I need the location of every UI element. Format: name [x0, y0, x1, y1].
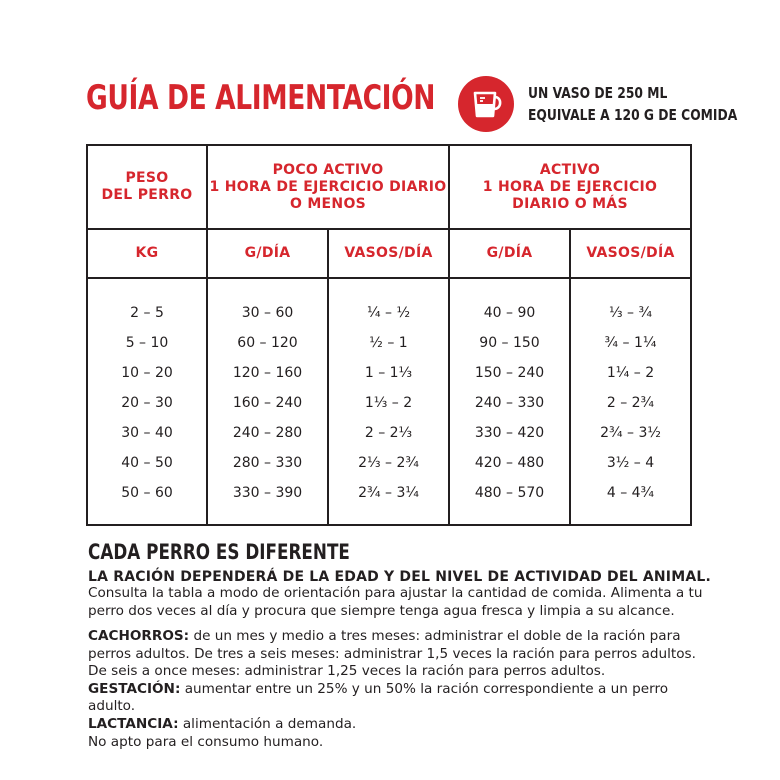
table-cell: 240 – 280: [232, 425, 303, 441]
lead-line: perro dos veces al día y procura que siempre tenga agua fresca y limpia a su alcance.: [88, 602, 675, 619]
page-title: GUÍA DE ALIMENTACIÓN: [86, 78, 436, 118]
table-cell: 60 – 120: [237, 335, 298, 351]
table-cell: 5 – 10: [125, 335, 169, 351]
table-cell: 280 – 330: [232, 455, 303, 471]
puppies-line: De seis a once meses: administrar 1,25 veces la ración para perros adultos.: [88, 663, 606, 680]
table-cell: 2⅓ – 2¾: [358, 455, 419, 471]
gestation-label: GESTACIÓN:: [88, 680, 181, 697]
table-cell: 2¾ – 3¼: [358, 485, 419, 501]
column-high-cups: [571, 298, 690, 508]
section-heading: CADA PERRO ES DIFERENTE: [88, 540, 350, 564]
lead-line: Consulta la tabla a modo de orientación para ajustar la cantidad de comida. Alimenta a tu: [88, 585, 703, 601]
table-cell: 1¼ – 2: [606, 365, 655, 381]
table-cell: 40 – 90: [483, 305, 536, 321]
column-high-grams: [450, 298, 569, 508]
table-cell: 30 – 60: [241, 305, 294, 321]
header-low-activity: POCO ACTIVO 1 HORA DE EJERCICIO DIARIO O MENOS: [209, 161, 447, 212]
table-cell: ½ – 1: [369, 335, 408, 351]
table-cell: 4 – 4¾: [606, 485, 655, 501]
table-cell: 480 – 570: [474, 485, 545, 501]
subheader-low-cups: VASOS/DÍA: [344, 245, 433, 261]
table-cell: 3½ – 4: [606, 455, 655, 471]
table-cell: 30 – 40: [121, 425, 173, 441]
table-cell: 120 – 160: [232, 365, 303, 381]
equivalence-line-1: UN VASO DE 250 ML: [528, 84, 668, 102]
subheader-low-grams: G/DÍA: [244, 245, 291, 261]
table-cell: 1⅓ – 2: [364, 395, 413, 411]
table-cell: 2 – 5: [130, 305, 164, 321]
puppies-note: [88, 628, 708, 646]
table-cell: 330 – 390: [232, 485, 303, 501]
table-cell: 160 – 240: [232, 395, 303, 411]
lactation-label: LACTANCIA:: [88, 715, 179, 732]
subheader-high-grams: G/DÍA: [486, 245, 533, 261]
gestation-text: aumentar entre un 25% y un 50% la ración correspondiente a un perro adulto.: [88, 680, 669, 715]
table-cell: 1 – 1⅓: [364, 365, 413, 381]
column-low-cups: [329, 298, 448, 508]
puppies-label: CACHORROS:: [88, 628, 190, 644]
subheader-kg: KG: [135, 245, 159, 261]
table-cell: ¾ – 1¼: [604, 335, 657, 351]
gestation-note: [88, 681, 708, 716]
table-cell: 40 – 50: [121, 455, 173, 471]
table-cell: 330 – 420: [474, 425, 545, 441]
table-cell: 2¾ – 3½: [600, 425, 661, 441]
measuring-cup-icon: [458, 76, 514, 132]
puppies-text: de un mes y medio a tres meses: administrar el doble de la ración para: [189, 628, 681, 644]
header-weight: PESO DEL PERRO: [101, 170, 193, 203]
lactation-text: alimentación a demanda.: [178, 715, 357, 732]
feeding-notes: [88, 628, 708, 751]
lead-paragraph: [88, 585, 708, 620]
lead-statement: LA RACIÓN DEPENDERÁ DE LA EDAD Y DEL NIVEL DE ACTIVIDAD DEL ANIMAL.: [88, 569, 712, 585]
table-cell: 2 – 2⅓: [364, 425, 413, 441]
lactation-note: [88, 716, 708, 734]
table-cell: 150 – 240: [474, 365, 545, 381]
cup-equivalence-note: [528, 82, 737, 126]
column-kg: [88, 298, 206, 508]
disclaimer: No apto para el consumo humano.: [88, 733, 324, 750]
table-cell: ¼ – ½: [366, 305, 411, 321]
header-high-activity: ACTIVO 1 HORA DE EJERCICIO DIARIO O MÁS: [482, 161, 658, 212]
measuring-cup-badge: [458, 76, 514, 132]
table-cell: 420 – 480: [474, 455, 545, 471]
table-cell: ⅓ – ¾: [608, 305, 653, 321]
puppies-line: perros adultos. De tres a seis meses: administrar 1,5 veces la ración para perros adultos.: [88, 645, 696, 662]
table-cell: 240 – 330: [474, 395, 545, 411]
table-cell: 2 – 2¾: [606, 395, 655, 411]
column-low-grams: [208, 298, 327, 508]
table-cell: 90 – 150: [479, 335, 540, 351]
equivalence-line-2: EQUIVALE A 120 G DE COMIDA: [528, 106, 738, 124]
table-cell: 10 – 20: [121, 365, 173, 381]
table-cell: 20 – 30: [121, 395, 173, 411]
subheader-high-cups: VASOS/DÍA: [586, 245, 675, 261]
table-cell: 50 – 60: [121, 485, 173, 501]
